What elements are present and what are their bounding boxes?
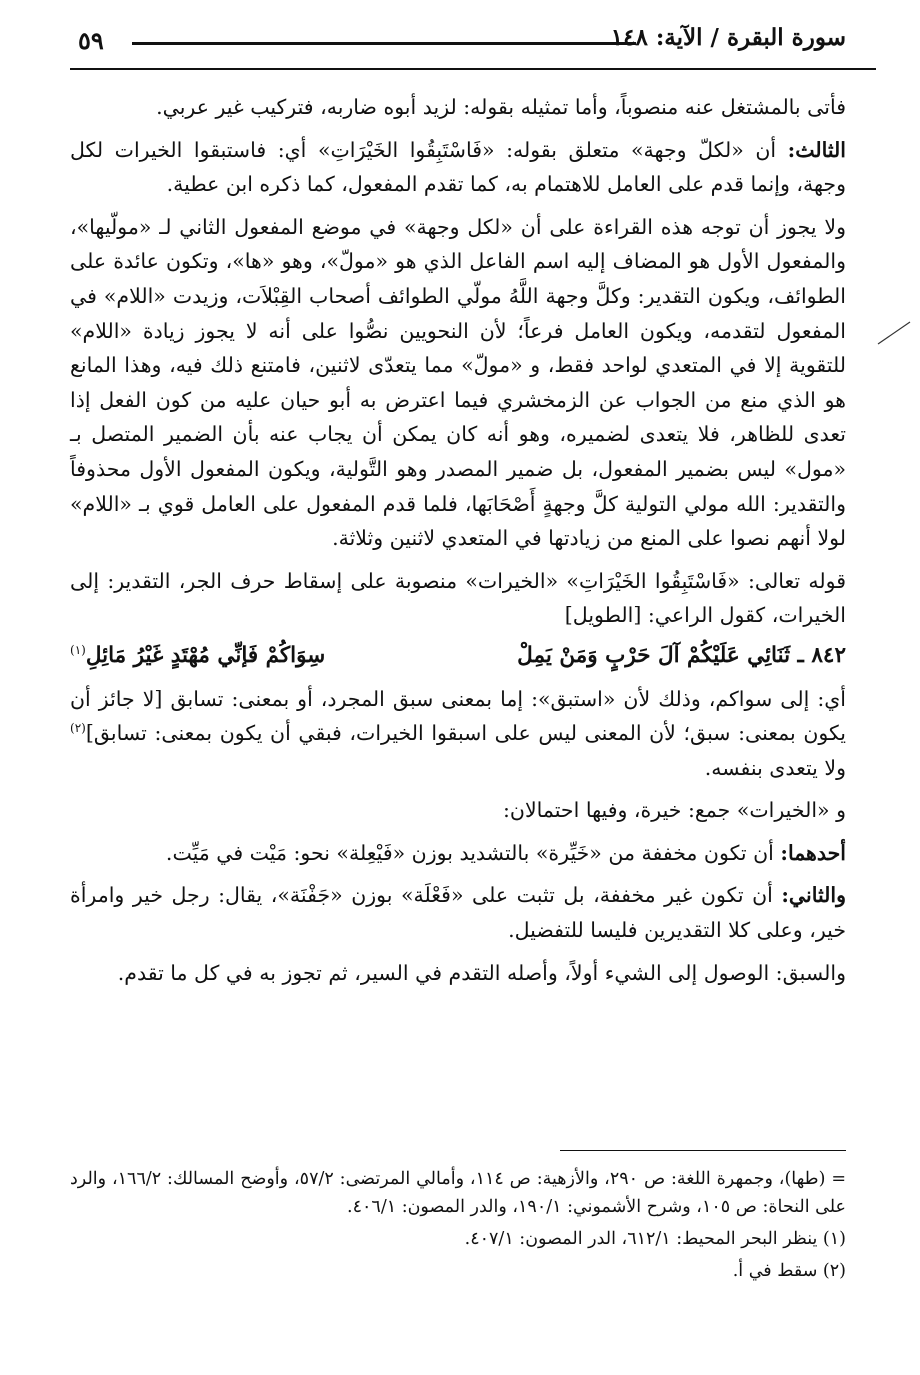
paragraph-text: ولا يتعدى بنفسه.	[704, 755, 846, 780]
main-text	[70, 90, 846, 990]
page-number: ٥٩	[78, 26, 104, 55]
paragraph-text: أي: إلى سواكم، وذلك لأن «استبق»: إما بمعنى سبق المجرد، أو بمعنى: تسابق [لا جائز أن يكون بمعنى: سبق؛ لأن المعنى ليس على اسبقوا الخيرات، فبقي أن يكون بمعنى: تسابق]	[70, 686, 846, 746]
paragraph-text: أن تكون غير مخففة، بل تثبت على «فَعْلَة» بوزن «جَفْنَة»، يقال: رجل خير وامرأة خير، وعلى كلا التقديرين فليسا للتفضيل.	[70, 883, 846, 943]
paragraph	[70, 836, 846, 871]
paragraph: و «الخيرات» جمع: خيرة، وفيها احتمالان:	[503, 798, 846, 823]
header-underline	[70, 68, 876, 70]
footnote: (١) ينظر البحر المحيط: ٦١٢/١، الدر المصون: ٤٠٧/١.	[464, 1229, 846, 1249]
margin-pen-mark	[872, 318, 914, 348]
paragraph: فأتى بالمشتغل عنه منصوباً، وأما تمثيله بقوله: لزيد أبوه ضاربه، فتركيب غير عربي.	[156, 95, 846, 119]
verse-second-half	[70, 639, 325, 674]
verse-first-half: ٨٤٢ ـ ثَنَائِي عَلَيْكُمْ آلَ حَرْبٍ وَمَنْ يَمِلْ	[517, 642, 846, 668]
header-rule	[132, 42, 636, 45]
paragraph: قوله تعالى: «فَاسْتَبِقُوا الخَيْرَاتِ» «الخيرات» منصوبة على إسقاط حرف الجر، التقدير: إلى الخيرات، كقول الراعي: [الطويل]	[70, 568, 846, 628]
paragraph: ولا يجوز أن توجه هذه القراءة على أن «لكل وجهة» في موضع المفعول الثاني لـ «مولّيها»، والمفعول الأول هو المضاف إليه اسم الفاعل الذي هو «مولّ»، وهو «ها»، وتكون عائدة على الطوائف، ويكون التقدير: وكلَّ وجهة اللَّهُ مولّي الطوائف أصحاب القِبْلاَت، وزيدت «اللام» في المفعول لتقدمه، ويكون العامل فرعاً؛ لأن النحويين نصُّوا على أنه لا يجوز زيادة «اللام» للتقوية إلا في المتعدي لواحد فقط، و «مولّ» مما يتعدّى لاثنين، فامتنع ذلك فيه، وهذا المانع هو الذي منع من الجواب عن الزمخشري فيما اعترض به أبو حيان عليه من كون الفعل إذا تعدى للظاهر، فلا يتعدى لضميره، وهو أنه كان يمكن أن يجاب عنه بأن الضمير المتصل بـ «مول» ليس بضمير المفعول، بل ضمير المصدر وهو التَّولية، ويكون المفعول الأول محذوفاً والتقدير: الله مولي التولية كلَّ وجهةٍ أَصْحَابَها، فلما قدم المفعول على العامل قوي بـ «اللام» لولا أنهم نصوا على المنع من زيادتها في المتعدي لاثنين وثلاثة.	[70, 214, 846, 551]
footnote-ref: (٢)	[70, 721, 86, 736]
paragraph	[70, 878, 846, 947]
footnote: (٢) سقط في أ.	[732, 1261, 846, 1281]
page-header	[70, 22, 846, 72]
paragraph-lead: الثالث:	[787, 137, 846, 162]
paragraph-text: أن تكون مخففة من «خَيِّرة» بالتشديد بوزن «فَيْعِلة» نحو: مَيْت في مَيِّت.	[165, 840, 781, 865]
running-title: سورة البقرة / الآية: ١٤٨	[610, 24, 846, 51]
paragraph: والسبق: الوصول إلى الشيء أولاً، وأصله التقدم في السير، ثم تجوز به في كل ما تقدم.	[117, 960, 846, 985]
footnote-continued: = (طها)، وجمهرة اللغة: ص ٢٩٠، والأزهية: ص ١١٤، وأمالي المرتضى: ٥٧/٢، وأوضح المسالك: ١٦٦/٢، والرد على النحاة: ص ١٠٥، وشرح الأشموني: ١٩٠/١، والدر المصون: ٤٠٦/١.	[70, 1169, 846, 1217]
verse-second-half-text: سِوَاكُمْ فَإنِّي مُهْتَدٍ غَيْرُ مَائِلِ	[85, 642, 326, 668]
paragraph	[70, 682, 846, 786]
footnotes	[70, 1165, 846, 1285]
footnote-ref: (١)	[70, 642, 86, 657]
paragraph	[70, 133, 846, 202]
paragraph-lead: أحدهما:	[780, 840, 846, 865]
paragraph-text: أن «لكلّ وجهة» متعلق بقوله: «فَاسْتَبِقُوا الخَيْرَاتِ» أي: فاستبقوا الخيرات لكل وجهة، وإنما قدم على العامل للاهتمام به، كما تقدم المفعول، كما ذكره ابن عطية.	[70, 137, 846, 197]
poetry-verse	[70, 639, 846, 674]
paragraph-lead: والثاني:	[781, 883, 846, 908]
footnote-separator	[560, 1150, 846, 1151]
